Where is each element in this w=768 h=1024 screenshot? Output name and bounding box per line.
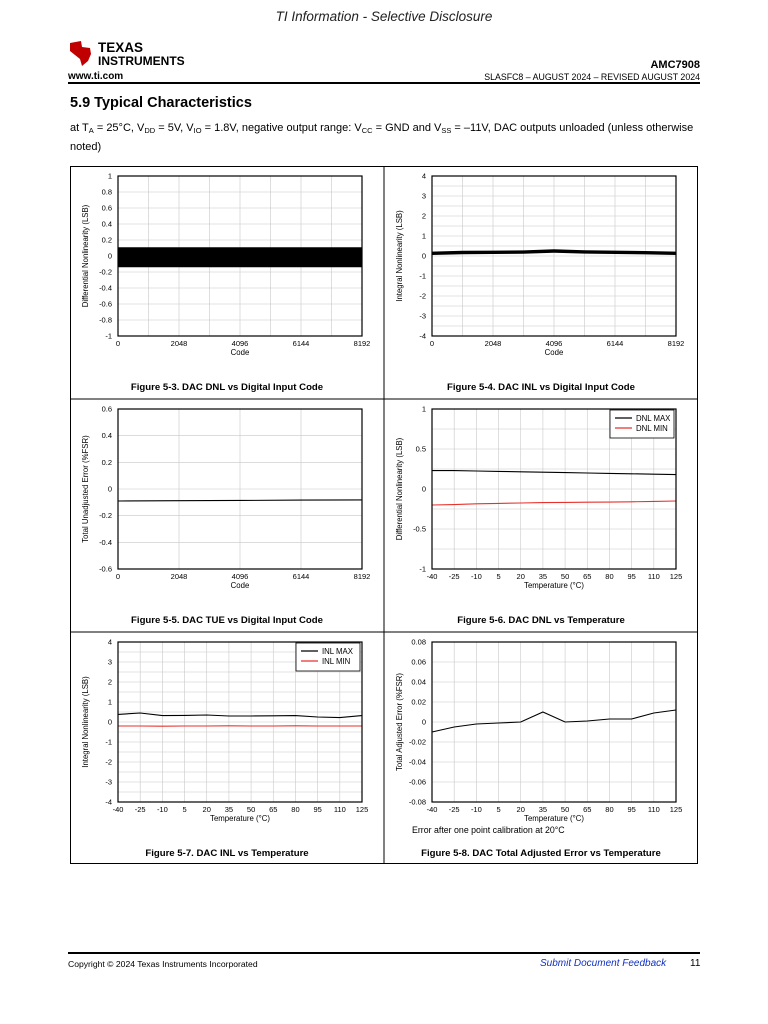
figure-grid [70,166,698,864]
y-tick-label: -1 [419,271,426,281]
figure-caption: Figure 5-3. DAC DNL vs Digital Input Code [130,382,324,393]
x-tick-label: 50 [560,572,570,581]
x-tick-label: -10 [470,572,482,581]
y-tick-label: 1 [107,171,112,181]
x-tick-label: -40 [112,805,124,814]
x-axis-label: Temperature (°C) [524,814,584,823]
x-tick-label: 50 [560,805,570,814]
y-axis-label: Differential Nonlinearity (LSB) [81,204,90,308]
y-axis-label: Total Adjusted Error (%FSR) [395,673,404,771]
x-tick-label: 20 [516,572,525,581]
x-tick-label: 8192 [667,339,685,348]
y-tick-label: -0.2 [99,267,112,277]
x-tick-label: 125 [669,572,683,581]
x-tick-label: 4096 [231,572,249,581]
disclosure-banner: TI Information - Selective Disclosure [275,9,493,24]
website-link[interactable]: www.ti.com [68,71,124,82]
y-tick-label: 3 [421,191,426,201]
x-tick-label: 80 [605,805,614,814]
x-tick-label: 20 [202,805,211,814]
y-tick-label: -0.8 [99,315,112,325]
section-title: 5.9 Typical Characteristics [70,95,252,111]
figure-grid-borders [70,166,698,864]
y-tick-label: 0.02 [411,697,426,707]
x-axis-label: Code [230,348,250,357]
x-tick-label: 5 [496,805,501,814]
y-axis-label: Integral Nonlinearity (LSB) [395,210,404,302]
y-tick-label: 0.6 [101,404,112,414]
y-tick-label: -0.08 [408,797,426,807]
x-tick-label: 2048 [484,339,502,348]
y-tick-label: -0.04 [408,757,426,767]
legend-label: INL MIN [322,657,351,666]
x-tick-label: 50 [246,805,256,814]
legend-label: DNL MAX [636,414,671,423]
x-tick-label: 6144 [292,572,310,581]
y-tick-label: -0.6 [99,299,112,309]
x-tick-label: 2048 [170,572,188,581]
y-tick-label: 4 [421,171,426,181]
x-tick-label: -25 [134,805,146,814]
x-tick-label: -40 [426,805,438,814]
y-tick-label: 0 [107,717,112,727]
y-axis-label: Differential Nonlinearity (LSB) [395,437,404,541]
x-tick-label: 65 [583,572,592,581]
x-tick-label: 0 [115,339,121,348]
x-tick-label: 65 [583,805,592,814]
y-tick-label: -0.06 [408,777,426,787]
y-tick-label: -0.4 [99,283,112,293]
y-tick-label: -1 [105,737,112,747]
header-rule [68,82,700,84]
y-tick-label: -1 [419,564,426,574]
submit-feedback-link[interactable]: Submit Document Feedback [540,958,667,969]
chart-note: Error after one point calibration at 20°C [412,825,565,835]
ti-logo-icon [70,41,91,66]
y-tick-label: 1 [107,697,112,707]
footer-rule [68,952,700,954]
y-tick-label: 0.08 [411,637,426,647]
x-tick-label: 110 [647,572,660,581]
x-axis-label: Temperature (°C) [524,581,584,590]
y-axis-label: Total Unadjusted Error (%FSR) [81,435,90,543]
y-tick-label: 0.2 [101,457,112,467]
figure-caption: Figure 5-6. DAC DNL vs Temperature [457,615,625,626]
y-tick-label: 0.5 [415,444,426,454]
x-tick-label: 35 [224,805,234,814]
y-tick-label: 0 [421,484,426,494]
x-tick-label: 4096 [231,339,249,348]
x-tick-label: 125 [355,805,369,814]
x-axis-label: Code [230,581,250,590]
y-tick-label: -1 [105,331,112,341]
y-tick-label: 0.8 [101,187,112,197]
y-tick-label: 0 [421,251,426,261]
copyright: Copyright © 2024 Texas Instruments Incorporated [68,959,258,969]
y-tick-label: -0.2 [99,511,112,521]
x-tick-label: 125 [669,805,683,814]
y-tick-label: 0 [107,251,112,261]
figure-caption: Figure 5-5. DAC TUE vs Digital Input Code [131,615,323,626]
figure-caption: Figure 5-7. DAC INL vs Temperature [145,848,309,859]
y-tick-label: -0.02 [408,737,426,747]
logo-line2: INSTRUMENTS [98,54,185,68]
x-tick-label: 0 [115,572,121,581]
y-tick-label: 0.2 [101,235,112,245]
y-axis-label: Integral Nonlinearity (LSB) [81,676,90,768]
y-tick-label: -0.4 [99,537,112,547]
x-tick-label: 6144 [606,339,624,348]
y-tick-label: 1 [421,404,426,414]
x-tick-label: 35 [538,572,548,581]
x-tick-label: -10 [156,805,168,814]
y-tick-label: -0.5 [413,524,426,534]
x-tick-label: -40 [426,572,438,581]
y-tick-label: 0.04 [411,677,426,687]
y-tick-label: 4 [107,637,112,647]
x-tick-label: 95 [627,572,636,581]
x-tick-label: -25 [448,805,460,814]
x-tick-label: 110 [333,805,346,814]
y-tick-label: 1 [421,231,426,241]
logo-line1: TEXAS [98,40,144,55]
legend-label: DNL MIN [636,424,668,433]
x-tick-label: 95 [313,805,322,814]
y-tick-label: 0 [421,717,426,727]
y-tick-label: 0.06 [411,657,426,667]
ti-logo [68,37,198,71]
x-tick-label: 8192 [353,572,371,581]
x-tick-label: 2048 [170,339,188,348]
x-tick-label: 20 [516,805,525,814]
y-tick-label: 2 [421,211,426,221]
x-tick-label: 4096 [545,339,563,348]
x-tick-label: 110 [647,805,660,814]
x-tick-label: 65 [269,805,278,814]
x-tick-label: 5 [496,572,501,581]
y-tick-label: 0.4 [101,219,112,229]
x-axis-label: Code [544,348,564,357]
x-tick-label: 80 [605,572,614,581]
test-conditions: at $T_A = 25^\circ C$, $V_{DD} = 5V$, $V_{IO} = 1.8V$, negative output range: $V_{CC}$ = GND and $V_{SS} = -11V$, DAC outputs unloaded (unless otherwise noted) [70,122,694,153]
x-tick-label: -10 [470,805,482,814]
x-tick-label: 8192 [353,339,371,348]
y-tick-label: -3 [105,777,112,787]
part-number: AMC7908 [650,59,700,71]
legend-label: INL MAX [322,647,353,656]
y-tick-label: 0.6 [101,203,112,213]
y-tick-label: 2 [107,677,112,687]
document-id: SLASFC8 – AUGUST 2024 – REVISED AUGUST 2024 [484,72,700,82]
y-tick-label: -4 [105,797,112,807]
figure-caption: Figure 5-4. DAC INL vs Digital Input Code [447,382,635,393]
y-tick-label: -2 [105,757,112,767]
x-tick-label: 80 [291,805,300,814]
figure-caption: Figure 5-8. DAC Total Adjusted Error vs Temperature [421,848,661,859]
x-tick-label: 6144 [292,339,310,348]
y-tick-label: 3 [107,657,112,667]
x-tick-label: 0 [429,339,435,348]
x-tick-label: 5 [182,805,187,814]
y-tick-label: -4 [419,331,426,341]
y-tick-label: 0 [107,484,112,494]
y-tick-label: -2 [419,291,426,301]
x-axis-label: Temperature (°C) [210,814,270,823]
y-tick-label: -3 [419,311,426,321]
y-tick-label: 0.4 [101,431,112,441]
x-tick-label: 95 [627,805,636,814]
page-number: 11 [690,958,701,969]
y-tick-label: -0.6 [99,564,112,574]
x-tick-label: -25 [448,572,460,581]
x-tick-label: 35 [538,805,548,814]
